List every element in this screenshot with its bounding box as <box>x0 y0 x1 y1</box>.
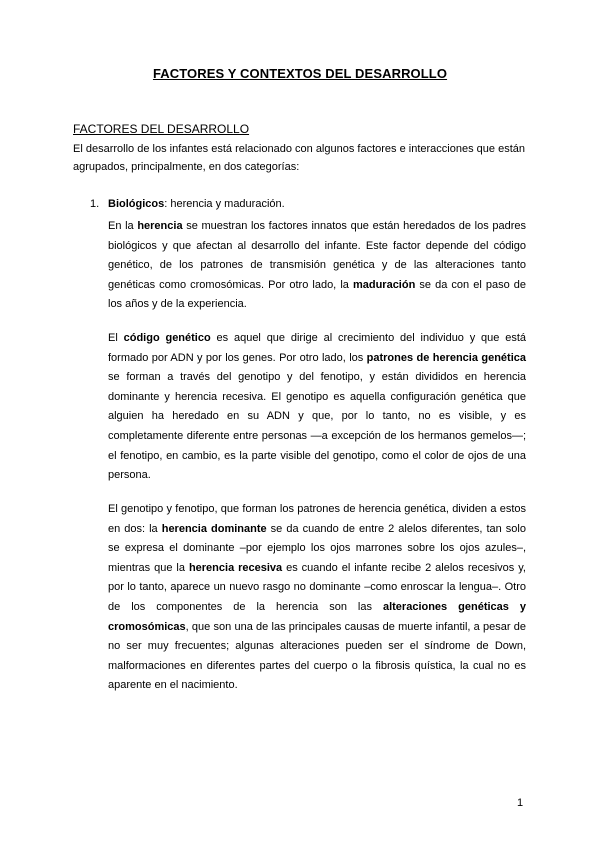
bold-term: herencia <box>137 220 183 232</box>
page-title: FACTORES Y CONTEXTOS DEL DESARROLLO <box>152 66 448 81</box>
page-number: 1 <box>517 797 524 809</box>
text-run: es cuando el infante recibe 2 alelos recesivos y, por lo tanto, aparece un nuevo rasgo no dominante –como enroscar la lengua–. Otro de los componentes de la herencia son las <box>108 561 526 613</box>
text-run: se da cuando de entre 2 alelos diferentes, tan solo se expresa el dominante –por ejemplo los ojos marrones sobre los ojos azules–, mientras que la <box>108 522 526 574</box>
bold-term: herencia dominante <box>161 522 267 535</box>
list-item-lead <box>108 198 285 210</box>
bold-term: alteraciones genéticas y cromosómicas <box>108 600 526 633</box>
text-run: se muestran los factores innatos que están heredados de los padres biológicos y que afectan al desarrollo del infante. Este factor depende del código genético, de los patrones de transmisión genética y de las alteraciones tanto genéticas como cromosómicas. Por otro lado, la <box>108 220 526 291</box>
paragraph-genotipo-fenotipo <box>108 500 526 696</box>
bold-term: herencia recesiva <box>188 561 283 574</box>
intro-paragraph: El desarrollo de los infantes está relacionado con algunos factores e interacciones que están agrupados, principalmente, en dos categorías: <box>73 143 525 173</box>
text-run: El <box>108 332 124 344</box>
text-run: En la <box>108 220 138 232</box>
bold-term: código genético <box>123 332 211 344</box>
paragraph-herencia <box>108 217 526 315</box>
bold-term: maduración <box>352 278 416 291</box>
text-run: se forman a través del genotipo y del fenotipo, y están divididos en herencia dominante y herencia recesiva. El genotipo es aquella configuración genética que alguien ha heredado en su ADN y que, por lo tanto, no es visible, y es completamente diferente entre personas —a excepción de los hermanos gemelos—; el fenotipo, en cambio, es la parte visible del genotipo, como el color de ojos de una persona. <box>108 371 526 482</box>
text-run: , que son una de las principales causas de muerte infantil, a pesar de no ser muy frecuentes; algunas alteraciones pueden ser el síndrome de Down, malformaciones en diferentes partes del cuerpo o la fibrosis quística, la cual no es aparente en el nacimiento. <box>108 620 526 692</box>
list-item-lead-rest: : herencia y maduración. <box>164 198 285 210</box>
paragraph-codigo-genetico <box>108 329 526 486</box>
text-run: se da con el paso de los años y de la experiencia. <box>108 278 526 311</box>
text-run: El genotipo y fenotipo, que forman los patrones de herencia genética, dividen a estos en dos: la <box>108 503 526 535</box>
section-heading: FACTORES DEL DESARROLLO <box>73 122 250 136</box>
list-marker: 1. <box>90 198 100 210</box>
list-item-lead-bold: Biológicos <box>108 198 165 210</box>
bold-term: patrones de herencia genética <box>366 351 526 364</box>
text-run: es aquel que dirige al crecimiento del individuo y que está formado por ADN y por los genes. Por otro lado, los <box>108 332 527 364</box>
